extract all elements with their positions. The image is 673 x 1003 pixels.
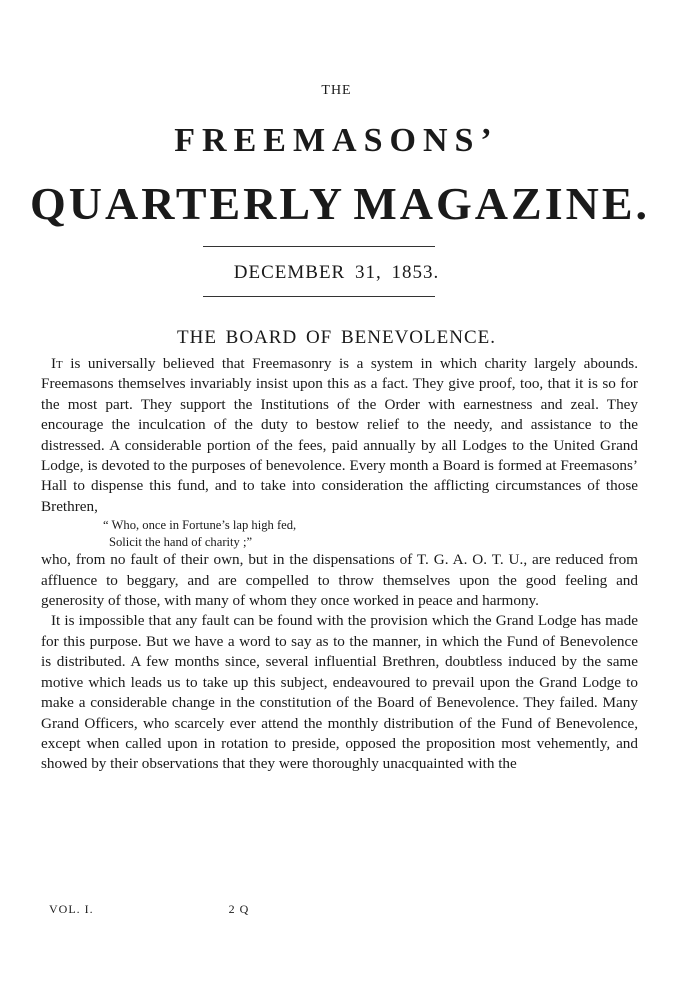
masthead-rule-top xyxy=(203,246,435,247)
paragraph-3: It is impossible that any fault can be found with the provision which the Grand Lodge has made for this purpose. But we have a word to say as to the manner, in which the Fund of Benevolence is distributed. A few months since, several influential Brethren, doubtless induced by the same motive which leads us to take up this subject, endeavoured to prevail upon the Grand Lodge to make a considerable change in the constitution of the Board of Benevolence. They failed. Many Grand Officers, who scarcely ever attend the monthly distribution of the Fund of Benevolence, except when called upon in rotation to preside, opposed the proposition most vehemently, and showed by their observations that they were thoroughly unacquainted with the xyxy=(41,612,638,773)
quote-line-2: Solicit the hand of charity ;” xyxy=(109,534,253,549)
masthead-word-magazine: MAGAZINE. xyxy=(353,178,650,229)
paragraph-1-initial: It xyxy=(51,355,63,372)
article-heading: THE BOARD OF BENEVOLENCE. xyxy=(177,327,496,348)
masthead-word-quarterly: QUARTERLY xyxy=(30,178,346,229)
quote-line-1: “ Who, once in Fortune’s lap high fed, xyxy=(103,518,297,533)
signature-mark: 2 Q xyxy=(228,902,250,916)
masthead-title-line2 xyxy=(30,177,650,230)
paragraph-1-text: is universally believed that Freemasonry is a system in which charity largely abounds. Freemasons themselves invariably insist upon this as a fact. They give proof, too, that it is so for the most part. They support the Institutions of the Order with earnestness and zeal. They encourage the inculcation of the duty to bestow relief to the needy, and assistance to the distressed. A considerable portion of the fees, paid annually by all Lodges to the United Grand Lodge, is devoted to the purposes of benevolence. Every month a Board is formed at Freemasons’ Hall to dispense this fund, and to take into consideration the afflicting circumstances of those Brethren, xyxy=(41,355,638,515)
article-body xyxy=(41,354,638,775)
page-footer xyxy=(49,902,349,917)
paragraph-1 xyxy=(41,354,638,517)
paragraph-2: who, from no fault of their own, but in the dispensations of T. G. A. O. T. U., are reduced from affluence to beggary, and are compelled to throw themselves upon the good feeling and generosity of those, with many of whom they once worked in peace and harmony. xyxy=(41,551,638,610)
masthead-rule-bottom xyxy=(203,296,435,297)
masthead-the: THE xyxy=(321,83,352,98)
issue-date: DECEMBER 31, 1853. xyxy=(233,262,440,283)
masthead-title-line1: FREEMASONS’ xyxy=(174,122,499,159)
volume-label: VOL. I. xyxy=(49,902,94,916)
verse-quote xyxy=(103,517,638,550)
